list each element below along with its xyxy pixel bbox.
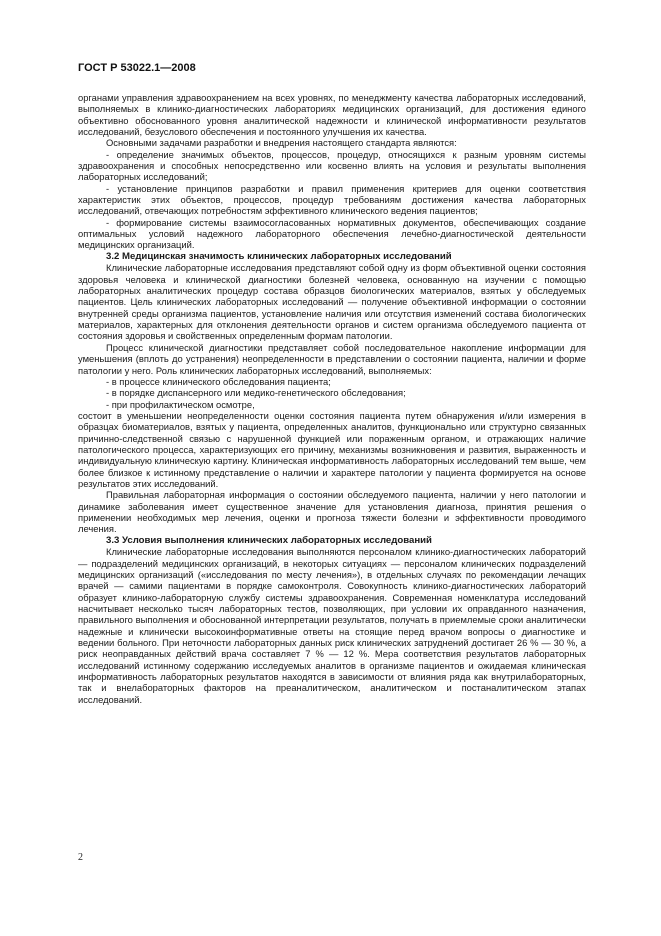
paragraph: Процесс клинической диагностики представляет собой последовательное накопление информации для уменьшения (вплоть до устранения) неопределенности в представлении о состоянии пациента, наличии и форме патологии у него. Роль клинических лабораторных исследований, выполняемых: <box>78 341 586 376</box>
list-item: - в порядке диспансерного или медико-генетического обследования; <box>106 387 406 399</box>
page-header-title: ГОСТ Р 53022.1—2008 <box>78 62 196 74</box>
paragraph: Клинические лабораторные исследования выполняются персоналом клинико-диагностических лабораторий — подразделений медицинских организаций, в некоторых ситуациях — персоналом клинических подразделений медицинских организаций («исследования по месту лечения»), в отдельных случаях по рекомендации лечащих врачей — самими пациентами в порядке самоконтроля. Совокупность клинико-диагностических лабораторий образует клинико-лабораторную службу системы здравоохранения. Современная номенклатура исследований насчитывает несколько тысяч лабораторных тестов, позволяющих, при условии их оправданного назначения, правильного выполнения и обоснованной интерпретации результатов, получать в приемлемые сроки аналитически надежные и клинически высокоинформативные ответы на стоящие перед врачом вопросы о диагностике и ведении больного. При неточности лабораторных данных риск клинических затруднений достигает 26 % — 30 %, а риск неоправданных действий врача составляет 7 % — 12 %. Мера соответствия результатов лабораторных исследований истинному содержанию исследуемых аналитов в организме пациентов и ожидаемая клиническая информативность лабораторных результатов находятся в зависимости от влияния ряда как внутрилабораторных, так и внелабораторных факторов на преаналитическом, аналитическом и постаналитическом этапах исследований. <box>78 546 586 705</box>
paragraph: органами управления здравоохранением на всех уровнях, по менеджменту качества лабораторных исследований, выполняемых в клинико-диагностических лабораториях медицинских организаций, для достижения единого объективно обоснованного уровня аналитической надежности и клинической информативности результатов исследований, безуслового обеспечения и постоянного улучшения их качества. <box>78 92 586 138</box>
paragraph: состоит в уменьшении неопределенности оценки состояния пациента путем обнаружения и/или измерения в образцах биоматериалов, взятых у пациента, определенных аналитов, функционально или структурно связанных причинно-следственной связью с нарушенной функцией или пораженным органом, и отражающих наличие патологического процесса, характеризующих его причину, механизмы возникновения и развития, выраженность и индивидуальную клиническую картину. Клиническая информативность лабораторных исследований тем выше, чем более близкое к истинному представление о наличии и характере патологии у пациента формируется на основе результатов этих исследований. <box>78 409 586 489</box>
paragraph: Клинические лабораторные исследования представляют собой одну из форм объективной оценки состояния здоровья человека и клинической диагностики болезней человека, основанную на изучении с помощью лабораторных аналитических процедур состава образцов биологических материалов, взятых у обследуемых пациентов. Цель клинических лабораторных исследований — получение объективной информации о состоянии внутренней среды организма пациентов, установление наличия или отсутствия изменений состава биологических материалов, характерных для отклонения деятельности органов и систем организма обследуемого пациента от состояния здоровья и свойственных определенным формам патологии. <box>78 262 586 342</box>
list-item: - установление принципов разработки и правил применения критериев для оценки соответствия характеристик этих объектов, процессов, процедур требованиям достижения качества лабораторных исследований, отвечающих потребностям эффективного клинического ведения пациентов; <box>78 182 586 217</box>
section-heading-3-2: 3.2 Медицинская значимость клинических лабораторных исследований <box>106 250 452 262</box>
list-item: - при профилактическом осмотре, <box>106 398 255 410</box>
list-item: - определение значимых объектов, процессов, процедур, относящихся к разным уровням системы здравоохранения и способных непосредственно или косвенно влиять на условия и результаты выполнения лабораторных исследований; <box>78 148 586 183</box>
paragraph: Правильная лабораторная информация о состоянии обследуемого пациента, наличии у него патологии и динамике заболевания имеет существенное значение для установления диагноза, принятия решения о применении необходимых мер лечения, оценки и прогноза тяжести болезни и эффективности проводимого лечения. <box>78 489 586 535</box>
paragraph: Основными задачами разработки и внедрения настоящего стандарта являются: <box>106 137 457 149</box>
page-number: 2 <box>78 852 83 863</box>
list-item: - формирование системы взаимосогласованных нормативных документов, обеспечивающих создание оптимальных условий надежного лабораторного обеспечения лечебно-диагностической деятельности медицинских организаций. <box>78 216 586 251</box>
list-item: - в процессе клинического обследования пациента; <box>106 375 331 387</box>
section-heading-3-3: 3.3 Условия выполнения клинических лабораторных исследований <box>106 534 432 546</box>
document-body <box>78 92 586 705</box>
